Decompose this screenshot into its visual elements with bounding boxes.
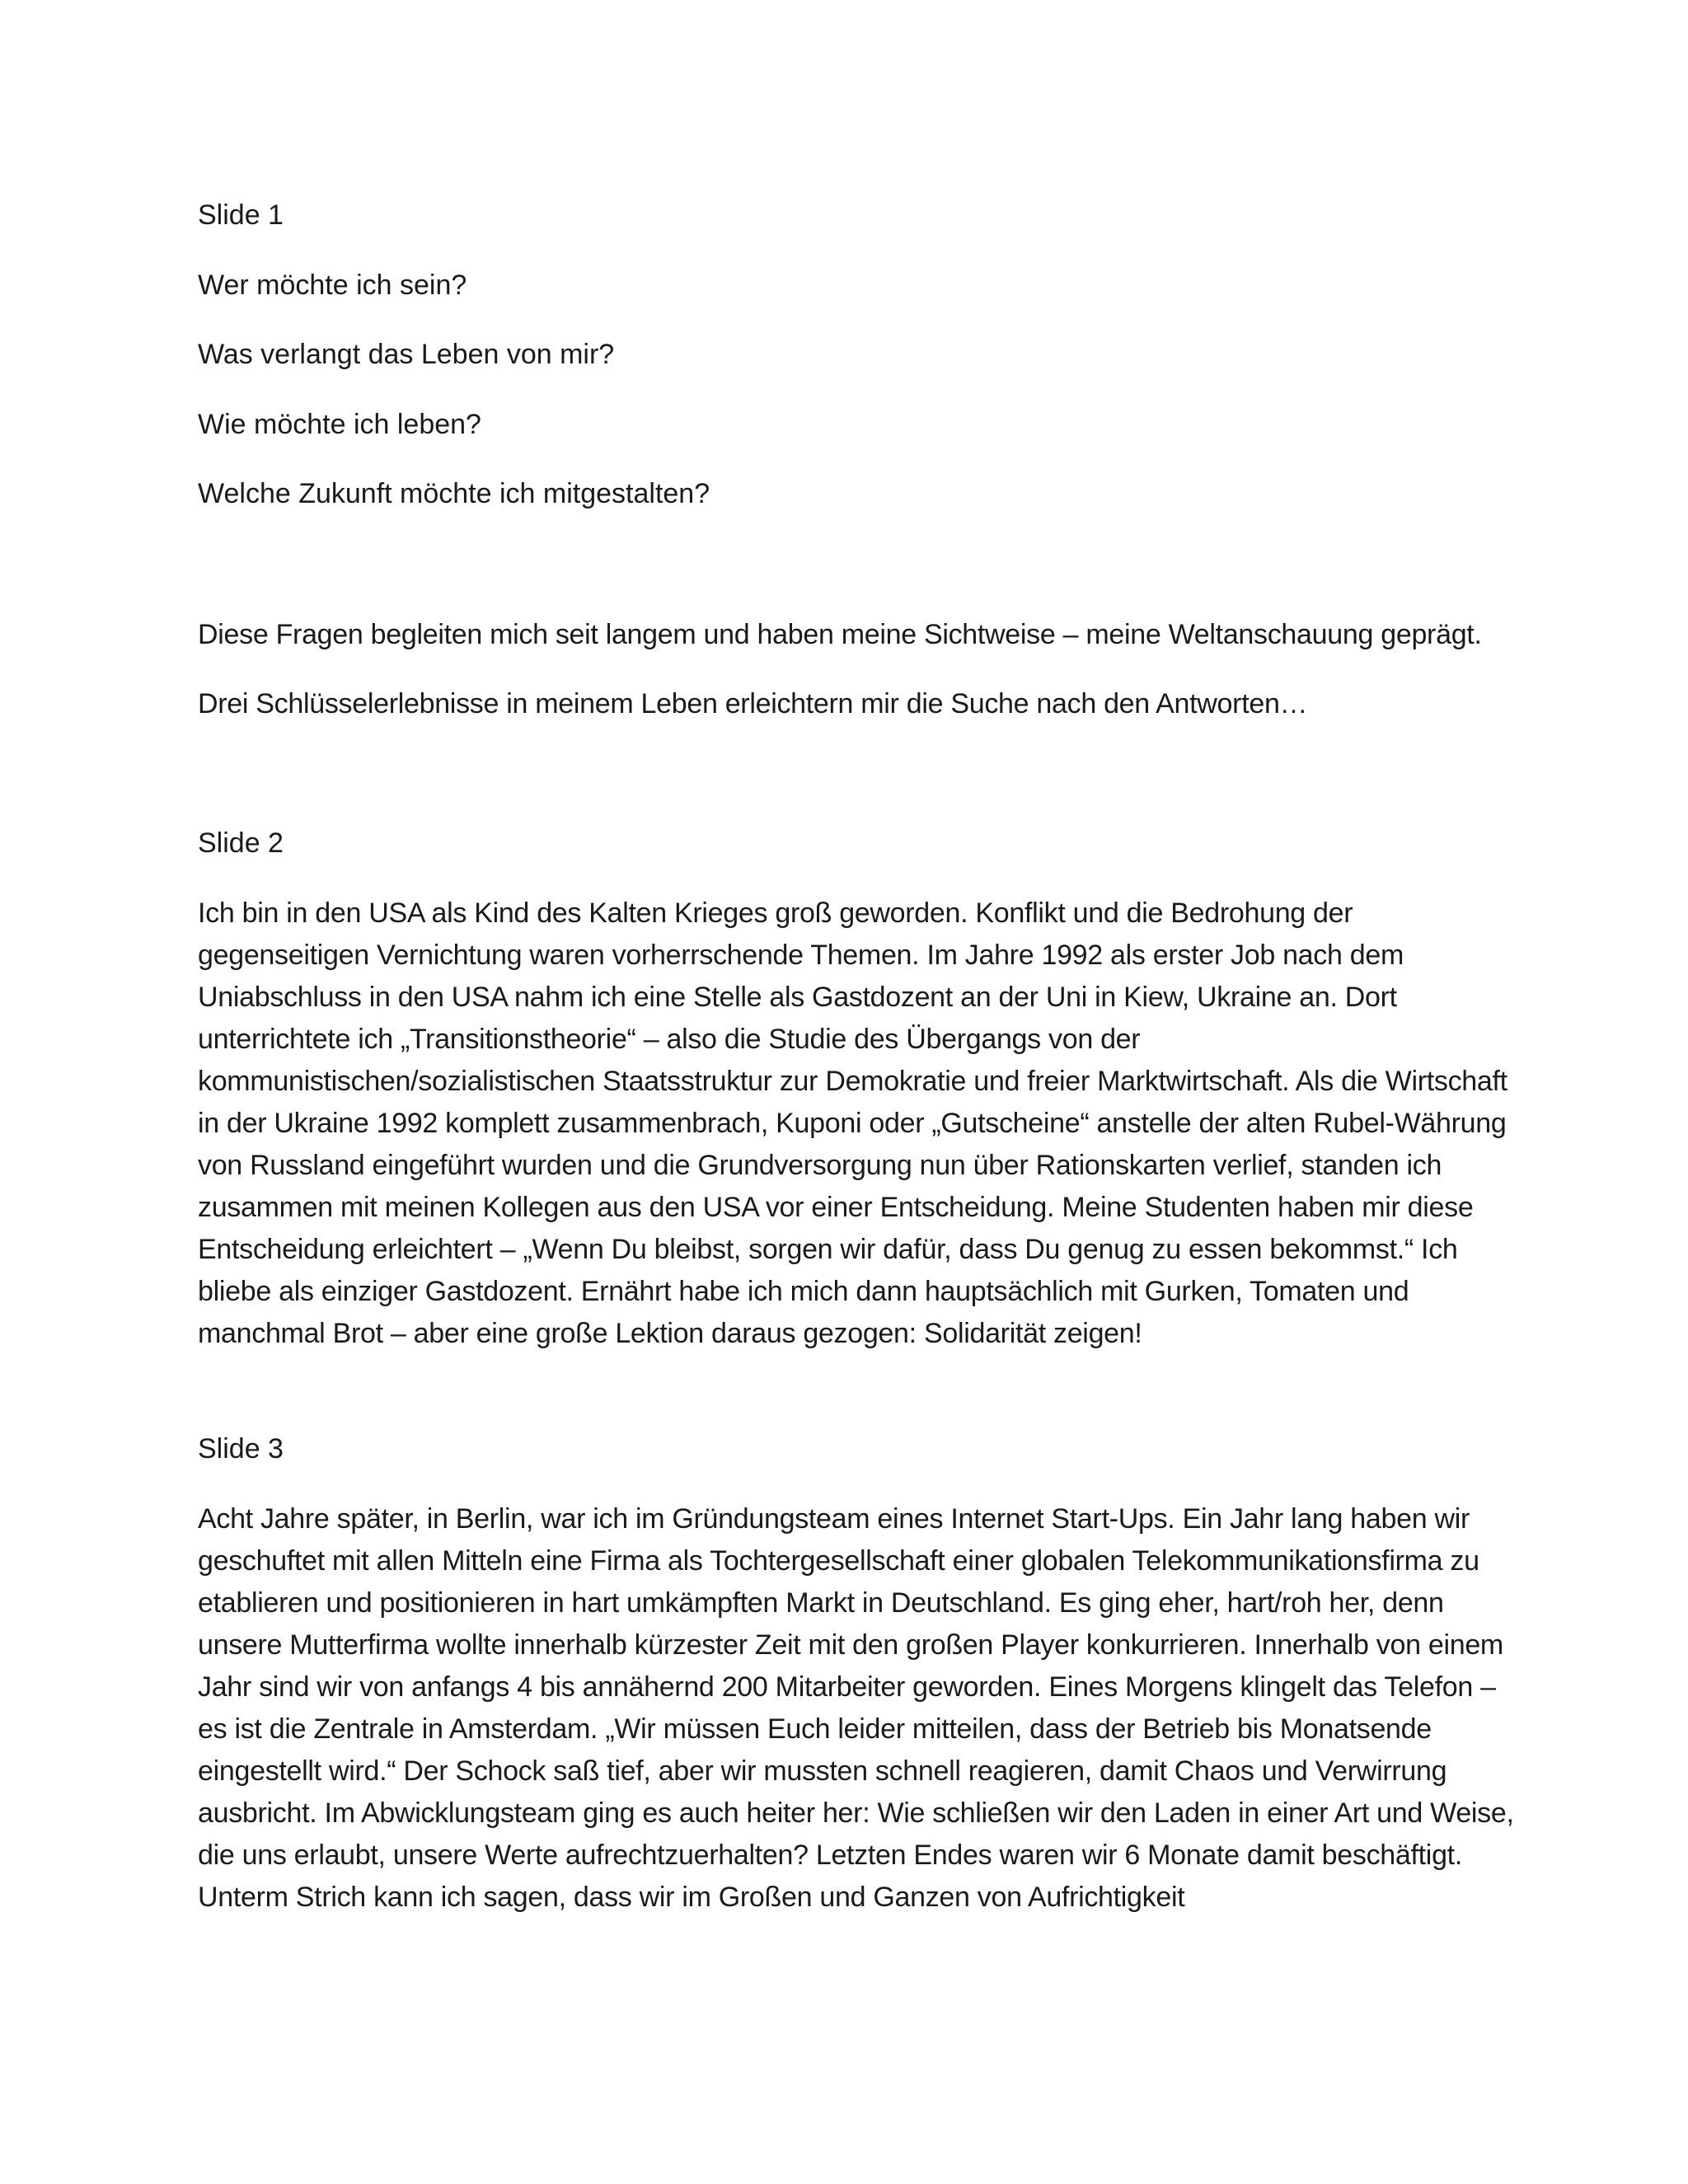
question-2: Was verlangt das Leben von mir? bbox=[198, 339, 615, 370]
slide-2-heading: Slide 2 bbox=[198, 827, 284, 859]
slide-3-paragraph: Acht Jahre später, in Berlin, war ich im Gründungsteam eines Internet Start-Ups. Ein Jahr lang haben wir geschuftet mit allen Mitteln eine Firma als Tochtergesellschaft einer globalen Telekommunikationsfirma zu etablieren und positionieren in hart umkämpften Markt in Deutschland. Es ging eher, hart/roh her, denn unsere Mutterfirma wollte innerhalb kürzester Zeit mit den großen Player konkurrieren. Innerhalb von einem Jahr sind wir von anfangs 4 bis annähernd 200 Mitarbeiter geworden. Eines Morgens klingelt das Telefon – es ist die Zentrale in Amsterdam. „Wir müssen Euch leider mitteilen, dass der Betrieb bis Monatsende eingestellt wird.“ Der Schock saß tief, aber wir mussten schnell reagieren, damit Chaos und Verwirrung ausbricht. Im Abwicklungsteam ging es auch heiter her: Wie schließen wir den Laden in einer Art und Weise, die uns erlaubt, unsere Werte aufrechtzuerhalten? Letzten Endes waren wir 6 Monate damit beschäftigt. Unterm Strich kann ich sagen, dass wir im Großen und Ganzen von Aufrichtigkeit bbox=[198, 1503, 1514, 1913]
question-3: Wie möchte ich leben? bbox=[198, 409, 481, 440]
slide-3-heading: Slide 3 bbox=[198, 1433, 284, 1465]
question-4: Welche Zukunft möchte ich mitgestalten? bbox=[198, 478, 710, 509]
slide-1-heading: Slide 1 bbox=[198, 199, 284, 231]
slide-2-paragraph: Ich bin in den USA als Kind des Kalten Krieges groß geworden. Konflikt und die Bedrohung der gegenseitigen Vernichtung waren vorherrschende Themen. Im Jahre 1992 als erster Job nach dem Uniabschluss in den USA nahm ich eine Stelle als Gastdozent an der Uni in Kiew, Ukraine an. Dort unterrichtete ich „Transitionstheorie“ – also die Studie des Übergangs von der kommunistischen/sozialistischen Staatsstruktur zur Demokratie und freier Marktwirtschaft. Als die Wirtschaft in der Ukraine 1992 komplett zusammenbrach, Kuponi oder „Gutscheine“ anstelle der alten Rubel-Währung von Russland eingeführt wurden und die Grundversorgung nun über Rationskarten verlief, standen ich zusammen mit meinen Kollegen aus den USA vor einer Entscheidung. Meine Studenten haben mir diese Entscheidung erleichtert – „Wenn Du bleibst, sorgen wir dafür, dass Du genug zu essen bekommst.“ Ich bliebe als einziger Gastdozent. Ernährt habe ich mich dann hauptsächlich mit Gurken, Tomaten und manchmal Brot – aber eine große Lektion daraus gezogen: Solidarität zeigen! bbox=[198, 898, 1507, 1349]
slide-1-paragraph-2: Drei Schlüsselerlebnisse in meinem Leben erleichtern mir die Suche nach den Antworten… bbox=[198, 688, 1308, 719]
question-1: Wer möchte ich sein? bbox=[198, 269, 467, 301]
slide-1-paragraph-1: Diese Fragen begleiten mich seit langem und haben meine Sichtweise – meine Weltanschauung geprägt. bbox=[198, 619, 1482, 650]
